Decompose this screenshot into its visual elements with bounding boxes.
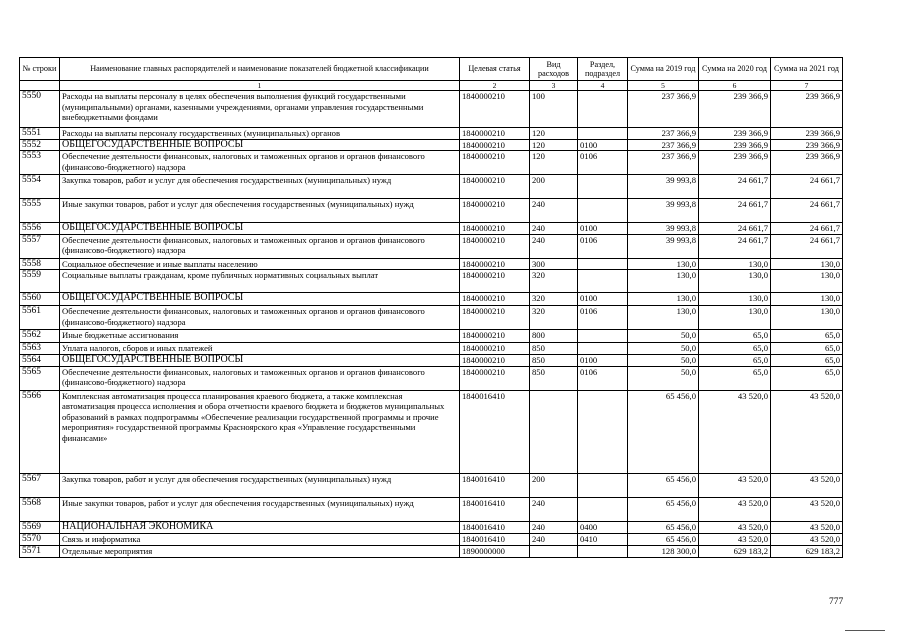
row-name: Закупка товаров, работ и услуг для обеспечения государственных (муниципальных) нужд [60, 175, 460, 199]
row-number: 5566 [20, 390, 60, 473]
header-expense-type: Вид расходов [530, 58, 578, 81]
section-cell [578, 473, 628, 497]
sum-2019-cell: 130,0 [628, 270, 699, 293]
column-index: 4 [578, 81, 628, 91]
expense-type-cell: 120 [530, 139, 578, 151]
sum-2019-cell: 39 993,8 [628, 223, 699, 235]
column-index-row [20, 81, 843, 91]
sum-2021-cell: 65,0 [771, 355, 843, 367]
sum-2019-cell: 65 456,0 [628, 533, 699, 545]
expense-type-cell: 100 [530, 91, 578, 128]
expense-type-cell [530, 390, 578, 473]
sum-2021-cell: 629 183,2 [771, 545, 843, 557]
row-number: 5559 [20, 270, 60, 293]
row-number: 5567 [20, 473, 60, 497]
section-cell: 0100 [578, 223, 628, 235]
sum-2021-cell: 65,0 [771, 366, 843, 390]
section-cell: 0106 [578, 366, 628, 390]
sum-2020-cell: 130,0 [699, 306, 771, 330]
section-cell: 0410 [578, 533, 628, 545]
expense-type-cell: 240 [530, 199, 578, 223]
sum-2019-cell: 130,0 [628, 258, 699, 270]
sum-2021-cell: 130,0 [771, 270, 843, 293]
target-article-cell: 1840000210 [460, 234, 530, 258]
target-article-cell: 1840000210 [460, 330, 530, 343]
sum-2020-cell: 239 366,9 [699, 91, 771, 128]
section-cell [578, 128, 628, 140]
table-row [20, 343, 843, 355]
sum-2019-cell: 65 456,0 [628, 390, 699, 473]
target-article-cell: 1840000210 [460, 175, 530, 199]
table-row [20, 91, 843, 128]
table-row [20, 223, 843, 235]
expense-type-cell: 240 [530, 521, 578, 533]
sum-2020-cell: 65,0 [699, 355, 771, 367]
target-article-cell: 1840000210 [460, 343, 530, 355]
table-row [20, 390, 843, 473]
row-name: Иные бюджетные ассигнования [60, 330, 460, 343]
table-header-row [20, 58, 843, 81]
sum-2021-cell: 24 661,7 [771, 199, 843, 223]
section-cell [578, 175, 628, 199]
column-index-blank [20, 81, 60, 91]
section-cell [578, 258, 628, 270]
row-name: ОБЩЕГОСУДАРСТВЕННЫЕ ВОПРОСЫ [60, 293, 460, 306]
table-row [20, 139, 843, 151]
table-body [20, 91, 843, 558]
target-article-cell: 1840016410 [460, 521, 530, 533]
sum-2020-cell: 239 366,9 [699, 151, 771, 175]
row-number: 5555 [20, 199, 60, 223]
column-index: 2 [460, 81, 530, 91]
row-number: 5562 [20, 330, 60, 343]
sum-2019-cell: 65 456,0 [628, 497, 699, 521]
table-row [20, 258, 843, 270]
sum-2021-cell: 65,0 [771, 343, 843, 355]
sum-2021-cell: 43 520,0 [771, 533, 843, 545]
table-row [20, 330, 843, 343]
column-index: 5 [628, 81, 699, 91]
row-name: Расходы на выплаты персоналу государственных (муниципальных) органов [60, 128, 460, 140]
expense-type-cell: 240 [530, 533, 578, 545]
sum-2020-cell: 239 366,9 [699, 128, 771, 140]
row-name: Обеспечение деятельности финансовых, налоговых и таможенных органов и органов финансового (финансово-бюджетного) надзора [60, 366, 460, 390]
target-article-cell: 1840000210 [460, 355, 530, 367]
target-article-cell: 1840000210 [460, 223, 530, 235]
row-number: 5565 [20, 366, 60, 390]
table-row [20, 473, 843, 497]
row-name: ОБЩЕГОСУДАРСТВЕННЫЕ ВОПРОСЫ [60, 139, 460, 151]
sum-2019-cell: 39 993,8 [628, 199, 699, 223]
sum-2019-cell: 237 366,9 [628, 128, 699, 140]
section-cell [578, 343, 628, 355]
section-cell: 0106 [578, 306, 628, 330]
target-article-cell: 1840000210 [460, 293, 530, 306]
section-cell: 0100 [578, 355, 628, 367]
table-row [20, 128, 843, 140]
sum-2020-cell: 65,0 [699, 343, 771, 355]
expense-type-cell: 200 [530, 473, 578, 497]
section-cell [578, 199, 628, 223]
row-number: 5564 [20, 355, 60, 367]
footer-line [845, 630, 885, 631]
sum-2019-cell: 50,0 [628, 366, 699, 390]
table-row [20, 293, 843, 306]
sum-2021-cell: 130,0 [771, 258, 843, 270]
row-name: ОБЩЕГОСУДАРСТВЕННЫЕ ВОПРОСЫ [60, 355, 460, 367]
section-cell [578, 91, 628, 128]
expense-type-cell: 200 [530, 175, 578, 199]
expense-type-cell: 320 [530, 306, 578, 330]
row-number: 5551 [20, 128, 60, 140]
header-sum-2021: Сумма на 2021 год [771, 58, 843, 81]
sum-2019-cell: 130,0 [628, 306, 699, 330]
row-name: Обеспечение деятельности финансовых, налоговых и таможенных органов и органов финансового (финансово-бюджетного) надзора [60, 151, 460, 175]
target-article-cell: 1840000210 [460, 91, 530, 128]
column-index: 7 [771, 81, 843, 91]
sum-2021-cell: 24 661,7 [771, 234, 843, 258]
sum-2019-cell: 237 366,9 [628, 139, 699, 151]
sum-2021-cell: 43 520,0 [771, 473, 843, 497]
table-row [20, 545, 843, 557]
row-number: 5560 [20, 293, 60, 306]
row-name: Социальные выплаты гражданам, кроме публичных нормативных социальных выплат [60, 270, 460, 293]
sum-2020-cell: 24 661,7 [699, 223, 771, 235]
row-number: 5563 [20, 343, 60, 355]
table-row [20, 151, 843, 175]
row-name: Уплата налогов, сборов и иных платежей [60, 343, 460, 355]
row-number: 5554 [20, 175, 60, 199]
sum-2021-cell: 239 366,9 [771, 91, 843, 128]
table-row [20, 306, 843, 330]
row-number: 5568 [20, 497, 60, 521]
row-name: ОБЩЕГОСУДАРСТВЕННЫЕ ВОПРОСЫ [60, 223, 460, 235]
expense-type-cell: 850 [530, 343, 578, 355]
sum-2020-cell: 65,0 [699, 330, 771, 343]
sum-2020-cell: 43 520,0 [699, 521, 771, 533]
target-article-cell: 1840000210 [460, 258, 530, 270]
table-row [20, 521, 843, 533]
row-name: Иные закупки товаров, работ и услуг для обеспечения государственных (муниципальных) нужд [60, 199, 460, 223]
budget-table [19, 57, 843, 558]
section-cell [578, 390, 628, 473]
section-cell: 0106 [578, 151, 628, 175]
row-name: Закупка товаров, работ и услуг для обеспечения государственных (муниципальных) нужд [60, 473, 460, 497]
section-cell [578, 270, 628, 293]
sum-2019-cell: 39 993,8 [628, 175, 699, 199]
row-number: 5571 [20, 545, 60, 557]
row-number: 5557 [20, 234, 60, 258]
target-article-cell: 1840000210 [460, 151, 530, 175]
table-row [20, 234, 843, 258]
sum-2020-cell: 43 520,0 [699, 390, 771, 473]
table-row [20, 533, 843, 545]
sum-2020-cell: 24 661,7 [699, 234, 771, 258]
section-cell [578, 330, 628, 343]
row-number: 5558 [20, 258, 60, 270]
row-name: Обеспечение деятельности финансовых, налоговых и таможенных органов и органов финансового (финансово-бюджетного) надзора [60, 306, 460, 330]
header-target-article: Целевая статья [460, 58, 530, 81]
target-article-cell: 1840000210 [460, 128, 530, 140]
row-name: Социальное обеспечение и иные выплаты населению [60, 258, 460, 270]
sum-2020-cell: 130,0 [699, 293, 771, 306]
sum-2020-cell: 24 661,7 [699, 199, 771, 223]
row-number: 5561 [20, 306, 60, 330]
row-name: Отдельные мероприятия [60, 545, 460, 557]
row-number: 5552 [20, 139, 60, 151]
expense-type-cell [530, 545, 578, 557]
sum-2021-cell: 43 520,0 [771, 390, 843, 473]
expense-type-cell: 320 [530, 270, 578, 293]
column-index: 6 [699, 81, 771, 91]
sum-2019-cell: 39 993,8 [628, 234, 699, 258]
section-cell: 0100 [578, 293, 628, 306]
expense-type-cell: 240 [530, 223, 578, 235]
sum-2020-cell: 65,0 [699, 366, 771, 390]
expense-type-cell: 300 [530, 258, 578, 270]
expense-type-cell: 120 [530, 151, 578, 175]
page-number: 777 [829, 597, 844, 607]
row-number: 5570 [20, 533, 60, 545]
expense-type-cell: 320 [530, 293, 578, 306]
target-article-cell: 1840000210 [460, 366, 530, 390]
sum-2021-cell: 65,0 [771, 330, 843, 343]
sum-2020-cell: 43 520,0 [699, 497, 771, 521]
column-index: 3 [530, 81, 578, 91]
sum-2021-cell: 239 366,9 [771, 128, 843, 140]
table-row [20, 366, 843, 390]
sum-2021-cell: 130,0 [771, 293, 843, 306]
sum-2020-cell: 24 661,7 [699, 175, 771, 199]
target-article-cell: 1840000210 [460, 270, 530, 293]
target-article-cell: 1840000210 [460, 199, 530, 223]
target-article-cell: 1840016410 [460, 533, 530, 545]
sum-2021-cell: 43 520,0 [771, 497, 843, 521]
sum-2019-cell: 65 456,0 [628, 521, 699, 533]
table-row [20, 175, 843, 199]
table-row [20, 270, 843, 293]
sum-2021-cell: 24 661,7 [771, 175, 843, 199]
sum-2019-cell: 50,0 [628, 355, 699, 367]
row-number: 5553 [20, 151, 60, 175]
row-number: 5550 [20, 91, 60, 128]
section-cell: 0400 [578, 521, 628, 533]
sum-2019-cell: 50,0 [628, 330, 699, 343]
expense-type-cell: 240 [530, 497, 578, 521]
sum-2019-cell: 65 456,0 [628, 473, 699, 497]
expense-type-cell: 850 [530, 366, 578, 390]
target-article-cell: 1840016410 [460, 390, 530, 473]
header-sum-2019: Сумма на 2019 год [628, 58, 699, 81]
sum-2021-cell: 130,0 [771, 306, 843, 330]
header-sum-2020: Сумма на 2020 год [699, 58, 771, 81]
sum-2020-cell: 130,0 [699, 270, 771, 293]
header-section: Раздел, подраздел [578, 58, 628, 81]
sum-2019-cell: 50,0 [628, 343, 699, 355]
expense-type-cell: 800 [530, 330, 578, 343]
sum-2021-cell: 239 366,9 [771, 151, 843, 175]
row-name: Иные закупки товаров, работ и услуг для обеспечения государственных (муниципальных) нужд [60, 497, 460, 521]
section-cell: 0100 [578, 139, 628, 151]
sum-2021-cell: 239 366,9 [771, 139, 843, 151]
target-article-cell: 1840016410 [460, 473, 530, 497]
expense-type-cell: 120 [530, 128, 578, 140]
row-name: НАЦИОНАЛЬНАЯ ЭКОНОМИКА [60, 521, 460, 533]
sum-2021-cell: 43 520,0 [771, 521, 843, 533]
expense-type-cell: 240 [530, 234, 578, 258]
target-article-cell: 1840016410 [460, 497, 530, 521]
sum-2019-cell: 130,0 [628, 293, 699, 306]
sum-2020-cell: 43 520,0 [699, 533, 771, 545]
column-index: 1 [60, 81, 460, 91]
table-row [20, 497, 843, 521]
row-name: Расходы на выплаты персоналу в целях обеспечения выполнения функций государственными (муниципальными) органами, казенными учреждениями, органами управления государственными внебюджетными фондами [60, 91, 460, 128]
sum-2019-cell: 128 300,0 [628, 545, 699, 557]
sum-2019-cell: 237 366,9 [628, 91, 699, 128]
row-name: Комплексная автоматизация процесса планирования краевого бюджета, а также комплексная автоматизация процесса исполнения и обора отчетности краевого бюджета и бюджетов муниципальных образований в рамках подпрограммы «Обеспечение реализации государственной программы и прочие мероприятия» государственной программы Красноярского края «Управление государственными финансами» [60, 390, 460, 473]
section-cell [578, 497, 628, 521]
sum-2020-cell: 239 366,9 [699, 139, 771, 151]
row-name: Обеспечение деятельности финансовых, налоговых и таможенных органов и органов финансового (финансово-бюджетного) надзора [60, 234, 460, 258]
target-article-cell: 1840000210 [460, 306, 530, 330]
sum-2020-cell: 130,0 [699, 258, 771, 270]
header-row-number: № строки [20, 58, 60, 81]
section-cell: 0106 [578, 234, 628, 258]
sum-2020-cell: 43 520,0 [699, 473, 771, 497]
expense-type-cell: 850 [530, 355, 578, 367]
table-row [20, 355, 843, 367]
target-article-cell: 1890000000 [460, 545, 530, 557]
table-row [20, 199, 843, 223]
sum-2021-cell: 24 661,7 [771, 223, 843, 235]
header-name: Наименование главных распорядителей и наименование показателей бюджетной классификации [60, 58, 460, 81]
row-name: Связь и информатика [60, 533, 460, 545]
row-number: 5556 [20, 223, 60, 235]
sum-2019-cell: 237 366,9 [628, 151, 699, 175]
row-number: 5569 [20, 521, 60, 533]
target-article-cell: 1840000210 [460, 139, 530, 151]
section-cell [578, 545, 628, 557]
sum-2020-cell: 629 183,2 [699, 545, 771, 557]
